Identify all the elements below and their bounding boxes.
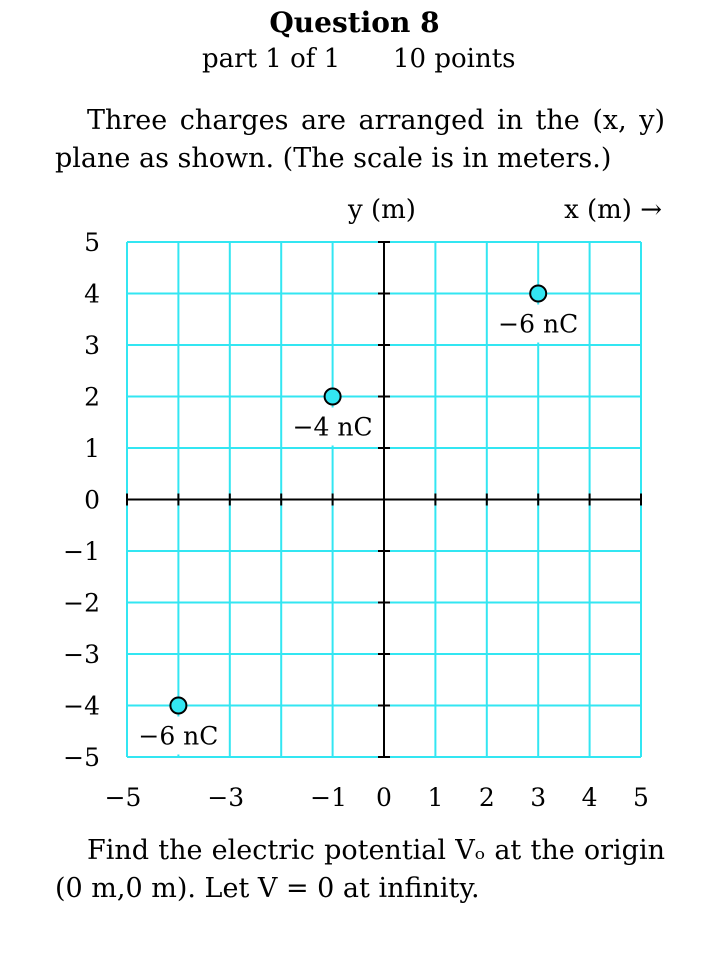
charge-point bbox=[530, 286, 546, 302]
y-tick-label: 1 bbox=[84, 434, 100, 463]
points-label: 10 points bbox=[393, 44, 516, 74]
x-tick-label: −3 bbox=[207, 783, 245, 812]
y-tick-label: −5 bbox=[63, 743, 100, 772]
y-axis-label: y (m) bbox=[348, 195, 416, 225]
intro-line-1: Three charges are arranged in the (x, y) bbox=[87, 105, 665, 136]
y-tick-label: −1 bbox=[63, 537, 100, 566]
y-tick-label: 5 bbox=[84, 228, 100, 257]
question-line-2: (0 m,0 m). Let V = 0 at infinity. bbox=[55, 873, 480, 904]
y-tick-label: 2 bbox=[84, 382, 100, 412]
y-tick-label: −3 bbox=[63, 640, 100, 669]
question-line-1: Find the electric potential Vₒ at the origin bbox=[87, 835, 665, 866]
charge-point bbox=[170, 698, 186, 714]
x-tick-label: −1 bbox=[310, 783, 348, 812]
part-label: part 1 of 1 bbox=[202, 44, 341, 74]
x-axis-label: x (m) → bbox=[564, 195, 662, 225]
charge-label: −6 nC bbox=[138, 721, 219, 751]
charge-label: −6 nC bbox=[498, 309, 579, 339]
y-tick-label: −4 bbox=[63, 691, 100, 721]
x-tick-label: 3 bbox=[530, 783, 547, 812]
charge-point bbox=[325, 389, 341, 405]
y-tick-label: 0 bbox=[84, 485, 100, 515]
x-tick-label: 4 bbox=[581, 783, 598, 812]
x-tick-label: 0 bbox=[376, 783, 392, 812]
question-paragraph bbox=[55, 832, 665, 908]
y-tick-label: 3 bbox=[84, 331, 100, 360]
intro-line-2: plane as shown. (The scale is in meters.) bbox=[55, 143, 612, 174]
x-tick-label: 5 bbox=[633, 783, 649, 812]
charge-label: −4 nC bbox=[292, 412, 373, 442]
charges bbox=[131, 286, 585, 755]
x-tick-label: −5 bbox=[104, 783, 142, 812]
y-tick-label: 4 bbox=[84, 279, 100, 309]
x-tick-label: 1 bbox=[427, 783, 444, 812]
x-tick-label: 2 bbox=[478, 783, 495, 812]
question-title: Question 8 bbox=[269, 6, 440, 39]
y-tick-label: −2 bbox=[63, 588, 100, 618]
